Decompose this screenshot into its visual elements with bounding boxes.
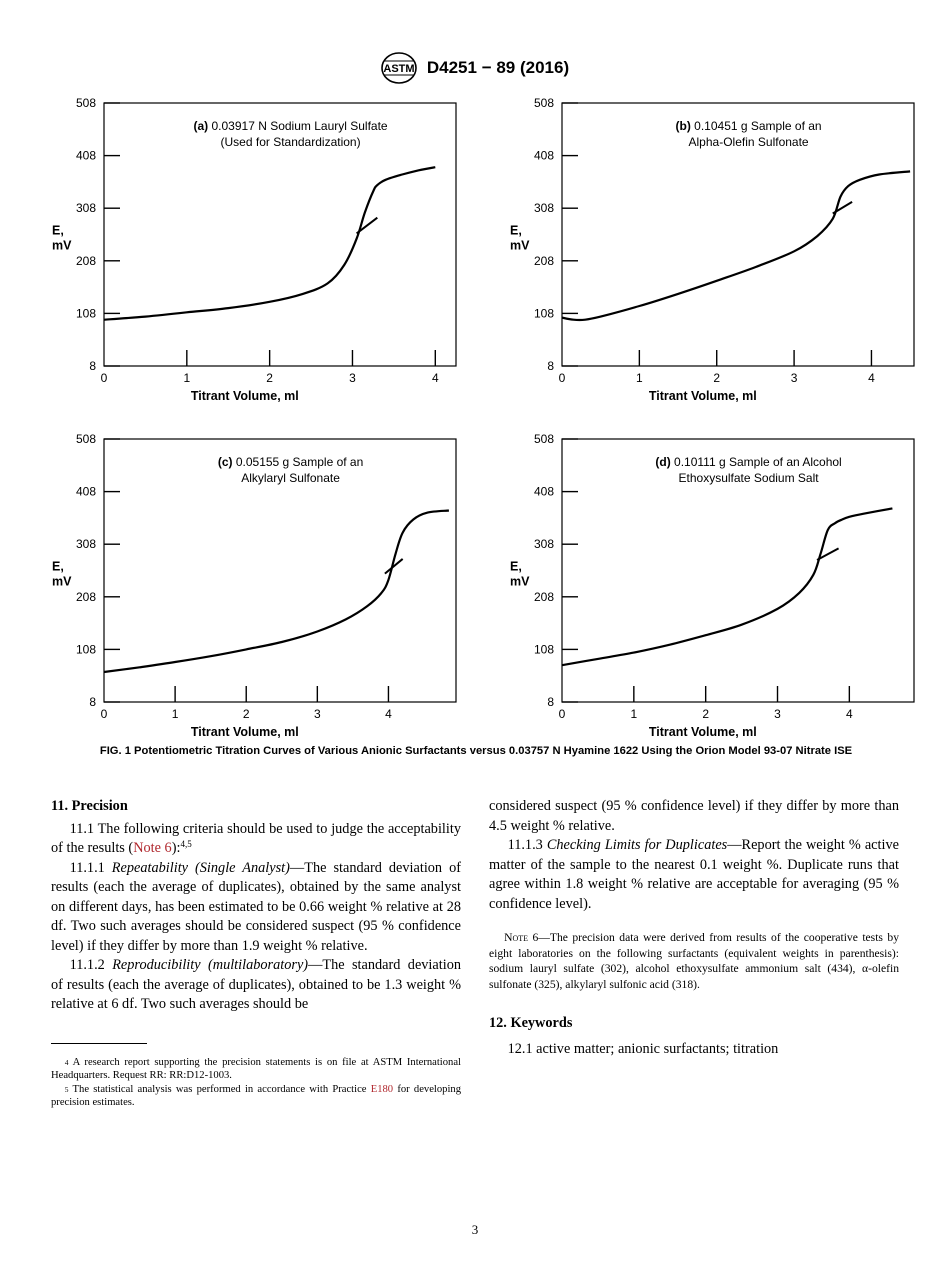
x-tick-label: 0 [558,371,566,385]
para-11-1-2 [51,956,461,1015]
x-tick-label: 0 [100,707,108,721]
titration-chart-c [40,431,460,746]
chart-svg [40,95,460,410]
para-11-1-3 [489,836,899,914]
footnote-divider [51,1043,147,1044]
para-title: Checking Limits for Duplicates [546,837,728,853]
footnote-mark: 4 [64,1058,69,1067]
y-tick-label: 308 [75,537,96,552]
footnotes [51,1056,461,1110]
x-tick-label: 4 [868,371,875,385]
x-tick-label: 4 [846,707,853,721]
svg-text:ASTM: ASTM [383,63,415,75]
y-axis-label: mV [52,238,72,253]
footnote-text: A research report supporting the precision statements is on file at ASTM International Headquarters. Request RR: RR:D12-1003. [51,1057,461,1082]
page-number: 3 [471,1222,479,1237]
x-tick-label: 2 [266,371,273,385]
y-tick-label: 108 [533,306,554,321]
x-tick-label: 1 [171,707,179,721]
x-tick-label: 2 [713,371,721,385]
section-11-heading: 11. Precision [51,798,128,814]
para-11-1-1 [51,859,461,957]
x-tick-label: 0 [100,371,108,385]
document-designation: D4251 − 89 (2016) [426,58,570,77]
y-tick-label: 208 [75,589,96,604]
chart-annotation-line2: Alkylaryl Sulfonate [241,471,340,485]
titration-curve [562,171,910,320]
right-column [489,797,899,1059]
footnote-ref[interactable]: 4,5 [180,839,192,849]
para-text: —Report the weight % active matter of the sample to the nearest 0.1 weight %. Duplicate runs that agree within 1.8 weight % relative are acceptable for averaging (95 % confidence level). [489,837,899,912]
para-11-1-text-end: ): [171,840,181,856]
x-tick-label: 1 [636,371,643,385]
footnote-5 [51,1083,461,1110]
x-tick-label: 2 [702,707,710,721]
y-tick-label: 308 [75,201,96,216]
chart-annotation-line1: (c) 0.05155 g Sample of an [217,455,364,469]
para-text: —The standard deviation of results (each the average of duplicates), obtained by the same analyst on different days, has been estimated to be 0.66 weight % relative at 28 df. Two such averages should be considered suspect (95 % confidence level) if they differ by more than 1.9 weight % relative. [51,859,461,954]
y-tick-label: 8 [547,359,554,373]
y-tick-label: 408 [75,148,96,163]
chart-annotation-line2: Ethoxysulfate Sodium Salt [678,471,819,485]
titration-curve [562,508,892,665]
x-axis-label: Titrant Volume, ml [190,725,299,739]
y-tick-label: 208 [533,589,554,604]
note-6-link[interactable]: Note 6 [133,840,172,856]
x-axis-label: Titrant Volume, ml [648,389,757,403]
chart-annotation-line1: (d) 0.10111 g Sample of an Alcohol [655,455,842,469]
footnote-text: The statistical analysis was performed in accordance with Practice [68,1083,371,1095]
y-tick-label: 8 [89,359,96,373]
para-number: 11.1.3 [507,837,547,853]
y-axis-label: E, [510,559,522,574]
titration-chart-a [40,95,460,410]
chart-svg [498,95,918,410]
y-tick-label: 408 [533,484,554,499]
footnote-mark: 5 [64,1084,69,1094]
chart-annotation-line1: (a) 0.03917 N Sodium Lauryl Sulfate [193,119,388,133]
y-tick-label: 108 [75,642,96,657]
y-tick-label: 8 [547,695,554,709]
x-tick-label: 4 [431,371,439,385]
x-tick-label: 3 [313,707,321,721]
y-tick-label: 8 [89,695,96,709]
chart-svg [40,431,460,746]
y-tick-label: 308 [533,537,554,552]
x-tick-label: 1 [183,371,191,385]
titration-chart-b [498,95,918,410]
para-11-1-text: 11.1 The following criteria should be used to judge the acceptability of the results ( [51,820,461,856]
endpoint-tangent-line [357,218,378,234]
y-tick-label: 508 [75,432,96,446]
y-axis-label: E, [52,223,64,238]
y-tick-label: 208 [533,253,554,268]
y-tick-label: 408 [533,148,554,163]
x-tick-label: 3 [774,707,781,721]
para-12-1: 12.1 active matter; anionic surfactants; titration [507,1040,779,1057]
figure-caption: FIG. 1 Potentiometric Titration Curves of Various Anionic Surfactants versus 0.03757 N Hyamine 1622 Using the Orion Model 93-07 Nitrate ISE [99,745,853,757]
y-tick-label: 508 [75,96,96,110]
chart-annotation-line2: Alpha-Olefin Sulfonate [688,135,809,149]
e180-link[interactable]: E180 [370,1083,394,1095]
section-12-heading: 12. Keywords [489,1015,573,1032]
y-tick-label: 508 [533,432,554,446]
chart-annotation-line2: (Used for Standardization) [220,135,361,149]
titration-curve [104,167,435,320]
y-tick-label: 208 [75,253,96,268]
para-11-1 [51,820,461,859]
titration-curve [104,511,449,673]
footnote-4 [51,1056,461,1083]
y-axis-label: mV [52,574,72,589]
y-axis-label: E, [510,223,522,238]
para-11-1-2-continued: considered suspect (95 % confidence level) if they differ by more than 4.5 weight % relative. [489,798,899,834]
y-tick-label: 108 [75,306,96,321]
x-axis-label: Titrant Volume, ml [648,725,757,739]
para-title: Reproducibility (multilaboratory) [112,957,309,973]
x-tick-label: 0 [558,707,566,721]
left-column [51,797,461,1015]
y-axis-label: E, [52,559,64,574]
y-axis-label: mV [510,238,530,253]
x-tick-label: 3 [349,371,356,385]
note-text: —The precision data were derived from results of the cooperative tests by eight laboratories on the following surfactants (equivalent weights in parenthesis): sodium lauryl sulfate (302), alcohol ethoxysulfate ammonium salt (434), α-olefin sulfonate (325), alkylaryl sulfonic acid (318). [489,931,899,991]
y-tick-label: 508 [533,96,554,110]
chart-annotation-line1: (b) 0.10451 g Sample of an [675,119,822,133]
x-tick-label: 3 [790,371,798,385]
titration-chart-d [498,431,918,746]
x-axis-label: Titrant Volume, ml [190,389,299,403]
para-number: 11.1.1 [69,859,112,876]
endpoint-tangent-line [833,202,852,214]
x-tick-label: 4 [385,707,392,721]
para-text: —The standard deviation of results (each the average of duplicates), obtained to be 1.3 weight % relative at 6 df. Two such averages should be [51,957,461,1012]
y-axis-label: mV [510,574,530,589]
y-tick-label: 408 [75,484,96,499]
y-tick-label: 108 [533,642,554,657]
x-tick-label: 2 [242,707,250,721]
x-tick-label: 1 [630,707,638,721]
note-6 [489,930,899,992]
y-tick-label: 308 [533,201,554,216]
chart-svg [498,431,918,746]
note-label: Note 6 [504,931,539,944]
para-title: Repeatability (Single Analyst) [111,859,290,876]
footnote-text-end: for developing precision estimates. [51,1083,461,1109]
page-header [0,52,950,84]
astm-logo-icon [381,52,417,84]
para-number: 11.1.2 [69,957,113,973]
